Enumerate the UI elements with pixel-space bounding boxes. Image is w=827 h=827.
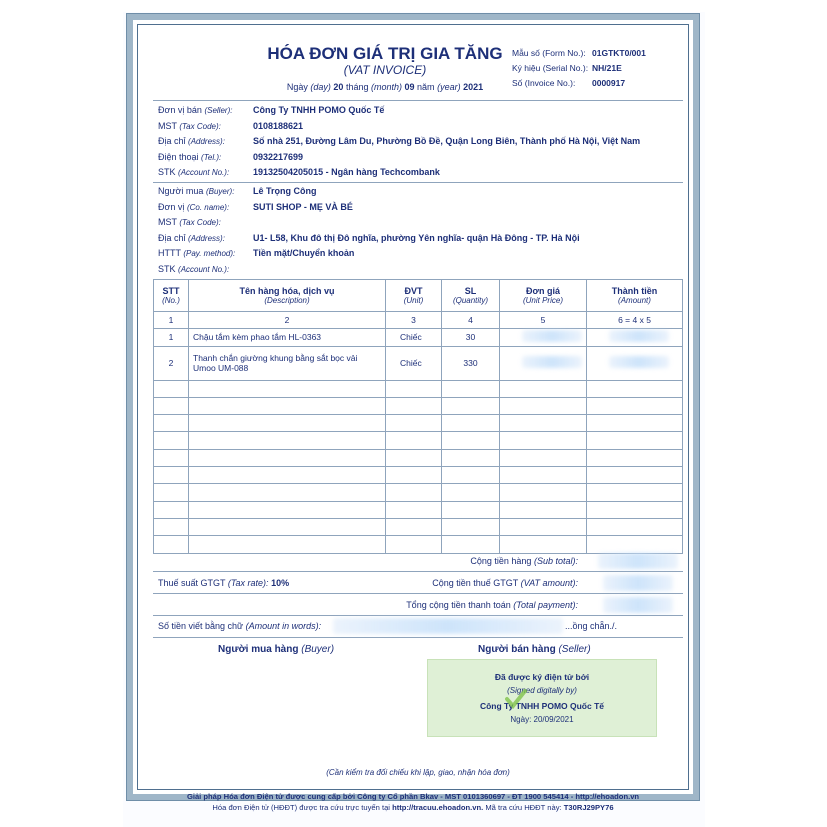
form-info: Mẫu số (Form No.): 01GTKT0/001 Ký hiệu (Serial No.): NH/21E Số (Invoice No.): 0000917: [512, 48, 646, 88]
digital-signature-box: Đã được ký điện tử bởi (Signed digitally by) Công Ty TNHH POMO Quốc Tế Ngày: 20/09/2021: [427, 659, 657, 737]
buyer-signature-title: Người mua hàng (Buyer): [218, 644, 335, 655]
checkmark-icon: [505, 688, 527, 710]
invoice-subtitle: (VAT INVOICE): [343, 63, 427, 77]
empty-row: [154, 380, 683, 397]
divider: [153, 593, 683, 594]
seller-info-row: MST (Tax Code): 0108188621: [158, 120, 304, 131]
seller-info-row: Điện thoại (Tel.): 0932217699: [158, 151, 304, 162]
empty-row: [154, 415, 683, 432]
empty-row: [154, 484, 683, 501]
tax-row: Thuế suất GTGT (Tax rate): 10% Cộng tiền thuế GTGT (VAT amount):: [153, 578, 683, 588]
table-row: 1 Chậu tắm kèm phao tắm HL-0363 Chiếc 30: [154, 329, 683, 346]
empty-row: [154, 467, 683, 484]
buyer-info-row: Địa chỉ (Address): U1- L58, Khu đô thị Đô nghĩa, phường Yên nghĩa- quận Hà Đông - TP. Hà Nội: [158, 232, 580, 243]
amount-in-words-row: Số tiền viết bằng chữ (Amount in words): ...ồng chẵn./.: [153, 621, 683, 631]
buyer-info-row: MST (Tax Code):: [158, 217, 221, 227]
index-row: 1 2 3 4 5 6 = 4 x 5: [154, 312, 683, 329]
invoice-title: HÓA ĐƠN GIÁ TRỊ GIA TĂNG: [267, 44, 503, 63]
buyer-info-row: Người mua (Buyer): Lê Trọng Công: [158, 186, 317, 196]
divider: [153, 637, 683, 638]
buyer-info-row: HTTT (Pay. method): Tiền mặt/Chuyển khoản: [158, 248, 355, 258]
footer-provider: Giải pháp Hóa đơn Điện tử được cung cấp bởi Công ty Cổ phần Bkav - MST 0101360697 - ĐT 1900 545414 - http://ehoadon.vn: [186, 792, 640, 801]
col-header-price: Đơn giá (Unit Price): [500, 280, 587, 312]
total-row: Tổng cộng tiền thanh toán (Total payment):: [153, 600, 683, 610]
empty-row: [154, 449, 683, 466]
seller-info-row: Đơn vị bán (Seller): Công Ty TNHH POMO Quốc Tế: [158, 105, 385, 115]
seller-signature-title: Người bán hàng (Seller): [478, 644, 591, 655]
col-header-no: STT (No.): [154, 280, 189, 312]
empty-row: [154, 518, 683, 535]
footer-lookup: Hóa đơn Điện tử (HĐĐT) được tra cứu trực tuyến tại http://tracuu.ehoadon.vn. Mã tra cứu HĐĐT này: T30RJ29PY76: [212, 803, 614, 812]
buyer-info-row: Đơn vị (Co. name): SUTI SHOP - MẸ VÀ BÉ: [158, 201, 353, 212]
seller-info-row: STK (Account No.): 19132504205015 - Ngân hàng Techcombank: [158, 167, 440, 177]
buyer-info-row: STK (Account No.):: [158, 263, 230, 274]
col-header-unit: ĐVT (Unit): [386, 280, 442, 312]
empty-row: [154, 397, 683, 414]
seller-info-row: Địa chỉ (Address): Số nhà 251, Đường Lâm Du, Phường Bồ Đề, Quận Long Biên, Thành phố Hà Nội, Việt Nam: [158, 136, 641, 146]
empty-row: [154, 536, 683, 553]
col-header-amount: Thành tiền (Amount): [587, 280, 683, 312]
divider: [153, 571, 683, 572]
divider: [153, 182, 683, 183]
empty-row: [154, 432, 683, 449]
col-header-qty: SL (Quantity): [442, 280, 500, 312]
subtotal-row: Cộng tiền hàng (Sub total):: [153, 556, 683, 566]
divider: [153, 615, 683, 616]
items-table: [153, 279, 683, 554]
check-note: (Cần kiểm tra đối chiếu khi lập, giao, nhận hóa đơn): [326, 768, 510, 777]
col-header-desc: Tên hàng hóa, dịch vụ (Description): [189, 280, 386, 312]
divider: [153, 100, 683, 101]
table-row: 2 Thanh chắn giường khung bằng sắt bọc vải Umoo UM-088 Chiếc 330: [154, 346, 683, 380]
empty-row: [154, 501, 683, 518]
invoice-date: Ngày (day) 20 tháng (month) 09 năm (year) 2021: [286, 82, 484, 92]
